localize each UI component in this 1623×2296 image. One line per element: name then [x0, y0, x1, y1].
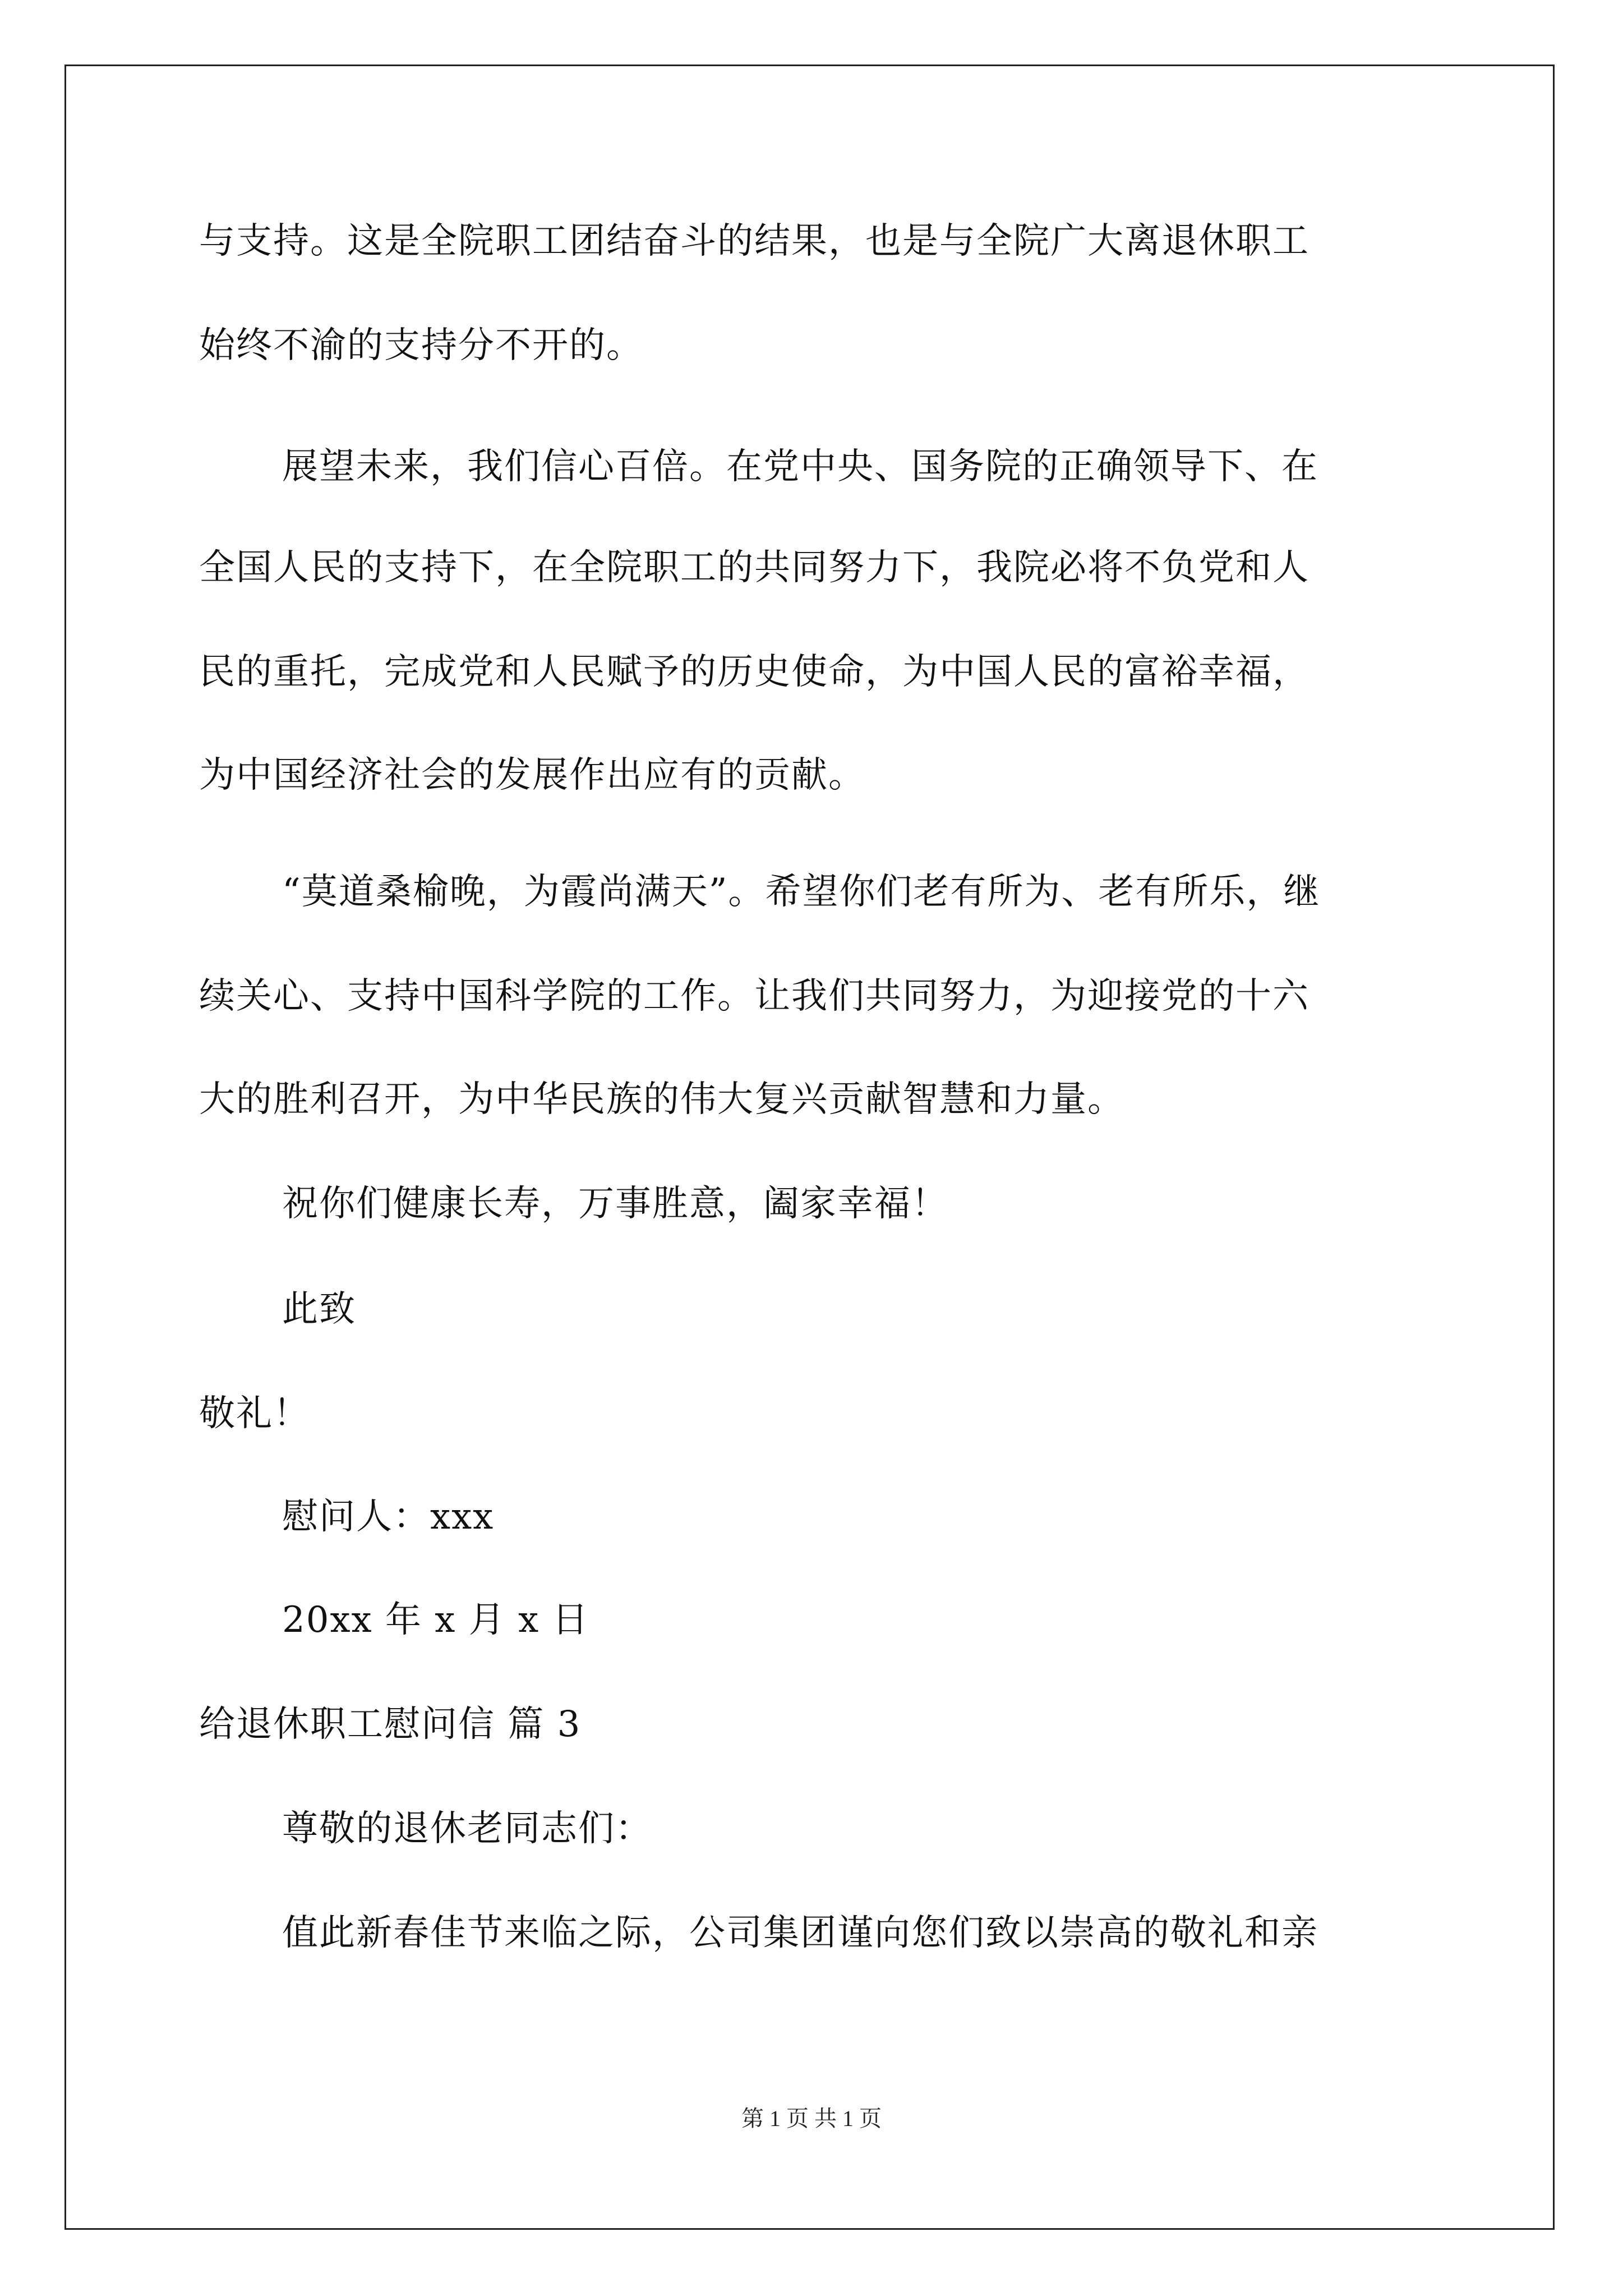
date-line: 20xx 年 x 月 x 日 [282, 1599, 589, 1641]
paragraph-line: 值此新春佳节来临之际，公司集团谨向您们致以崇高的敬礼和亲 [282, 1912, 1318, 1954]
paragraph-line: 大的胜利召开，为中华民族的伟大复兴贡献智慧和力量。 [199, 1079, 1124, 1120]
page-number-footer: 第 1 页 共 1 页 [741, 2106, 882, 2131]
paragraph-line: 全国人民的支持下，在全院职工的共同努力下，我院必将不负党和人 [199, 547, 1310, 588]
paragraph-line: 续关心、支持中国科学院的工作。让我们共同努力，为迎接党的十六 [199, 976, 1310, 1017]
closing-respect: 敬礼！ [199, 1393, 310, 1434]
closing-salutation: 此致 [282, 1289, 356, 1330]
section-heading: 给退休职工慰问信 篇 3 [199, 1704, 582, 1745]
greeting-wish: 祝你们健康长寿，万事胜意，阖家幸福！ [282, 1183, 948, 1225]
paragraph-line: 民的重托，完成党和人民赋予的历史使命，为中国人民的富裕幸福， [199, 651, 1310, 693]
paragraph-line: 与支持。这是全院职工团结奋斗的结果，也是与全院广大离退休职工 [199, 220, 1310, 262]
letter-salutation: 尊敬的退休老同志们： [282, 1808, 652, 1849]
paragraph-line: 展望未来，我们信心百倍。在党中央、国务院的正确领导下、在 [282, 446, 1318, 487]
paragraph-line: 为中国经济社会的发展作出应有的贡献。 [199, 754, 865, 796]
signature-line: 慰问人：xxx [282, 1496, 495, 1538]
page-border [64, 65, 1555, 2230]
paragraph-line: 始终不渝的支持分不开的。 [199, 325, 643, 366]
paragraph-line: “莫道桑榆晚，为霞尚满天”。希望你们老有所为、老有所乐，继 [282, 871, 1321, 913]
